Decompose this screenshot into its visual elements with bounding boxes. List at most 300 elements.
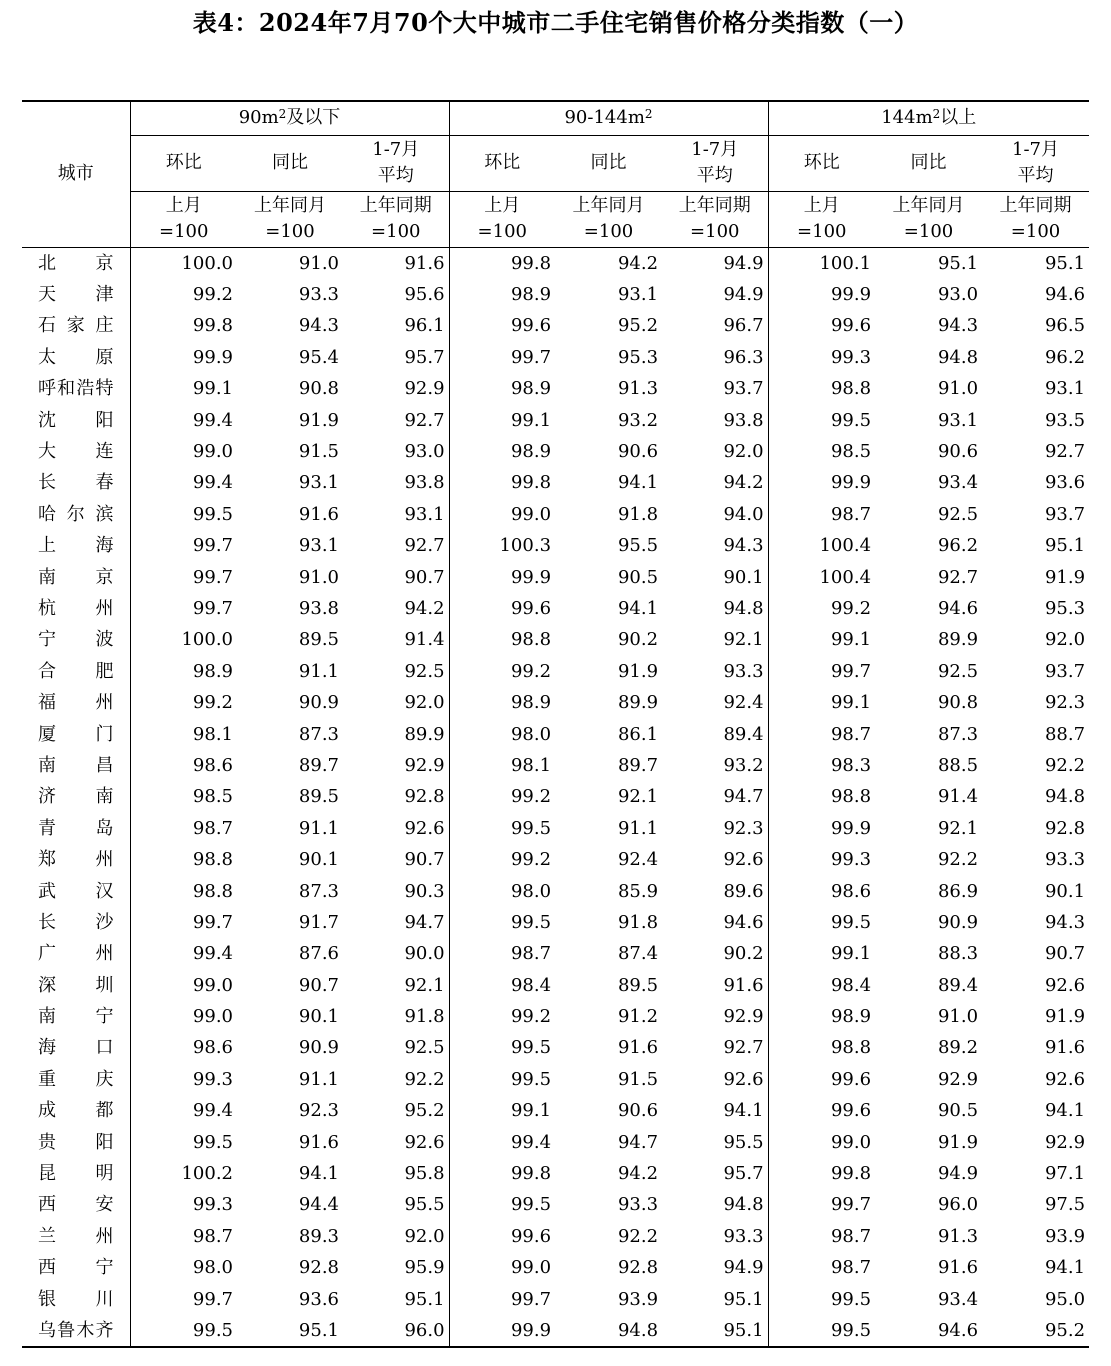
index-value: 99.6 xyxy=(768,1095,875,1126)
index-value: 99.0 xyxy=(449,499,555,530)
header-sub-row xyxy=(22,135,1089,191)
index-value: 93.1 xyxy=(298,472,339,494)
table-row xyxy=(22,875,1089,906)
index-value: 99.5 xyxy=(768,1283,875,1314)
table-row xyxy=(22,1126,1089,1157)
index-value: 91.3 xyxy=(937,1225,979,1247)
index-value: 90.2 xyxy=(617,629,659,651)
index-value: 99.9 xyxy=(449,561,555,592)
index-value: 99.5 xyxy=(449,907,555,938)
index-value: 86.1 xyxy=(617,723,659,745)
city-name: 宁波 xyxy=(38,629,114,651)
index-value: 95.2 xyxy=(404,1100,445,1122)
index-value: 91.5 xyxy=(617,1068,659,1090)
index-value: 99.1 xyxy=(449,404,555,435)
index-value: 94.9 xyxy=(723,1257,764,1279)
index-value: 90.5 xyxy=(937,1100,979,1122)
index-value: 94.2 xyxy=(404,597,445,619)
city-name: 北京 xyxy=(38,252,114,274)
index-value: 91.6 xyxy=(1044,1037,1086,1059)
subheader-year-on-year: 同比 xyxy=(272,152,308,173)
index-value: 90.9 xyxy=(298,692,339,714)
index-value: 93.3 xyxy=(298,284,339,306)
index-value: 98.7 xyxy=(130,813,237,844)
index-value: 94.3 xyxy=(1044,911,1086,933)
index-value: 92.3 xyxy=(1044,692,1086,714)
index-value: 92.7 xyxy=(404,535,445,557)
index-value: 99.0 xyxy=(449,1252,555,1283)
index-value: 95.6 xyxy=(404,284,445,306)
index-value: 94.8 xyxy=(723,597,764,619)
table-row xyxy=(22,436,1089,467)
index-value: 87.3 xyxy=(298,723,339,745)
index-value: 99.3 xyxy=(130,1064,237,1095)
index-value: 99.5 xyxy=(130,1126,237,1157)
index-value: 91.8 xyxy=(404,1006,445,1028)
index-value: 99.0 xyxy=(130,969,237,1000)
index-value: 93.7 xyxy=(723,378,764,400)
index-value: 91.6 xyxy=(404,252,445,274)
index-value: 99.5 xyxy=(130,499,237,530)
index-value: 93.3 xyxy=(723,660,764,682)
index-value: 98.7 xyxy=(768,1221,875,1252)
index-value: 93.4 xyxy=(937,1288,979,1310)
index-value: 99.2 xyxy=(449,656,555,687)
index-value: 87.4 xyxy=(617,943,659,965)
city-name: 海口 xyxy=(38,1037,114,1059)
index-value: 99.9 xyxy=(768,279,875,310)
index-value: 98.6 xyxy=(130,750,237,781)
index-value: 92.8 xyxy=(404,786,445,808)
index-value: 90.5 xyxy=(617,566,659,588)
index-value: 91.0 xyxy=(937,378,979,400)
index-value: 99.0 xyxy=(768,1126,875,1157)
index-value: 98.6 xyxy=(768,875,875,906)
index-value: 99.9 xyxy=(449,1315,555,1347)
index-value: 91.7 xyxy=(298,911,339,933)
base-year-on-year: 上年同月 =100 xyxy=(254,195,326,242)
index-value: 92.2 xyxy=(617,1225,659,1247)
index-value: 94.8 xyxy=(723,1194,764,1216)
index-value: 98.7 xyxy=(768,718,875,749)
index-value: 94.4 xyxy=(298,1194,339,1216)
city-name: 石家庄 xyxy=(38,315,114,337)
index-value: 91.1 xyxy=(617,817,659,839)
index-value: 94.2 xyxy=(723,472,764,494)
table-row xyxy=(22,1001,1089,1032)
index-value: 98.9 xyxy=(768,1001,875,1032)
city-name: 贵阳 xyxy=(38,1131,114,1153)
index-value: 98.6 xyxy=(130,1032,237,1063)
index-value: 99.6 xyxy=(449,1221,555,1252)
index-value: 99.4 xyxy=(130,1095,237,1126)
subheader-year-on-year: 同比 xyxy=(910,152,947,173)
index-value: 92.6 xyxy=(723,1068,764,1090)
city-name: 南宁 xyxy=(38,1006,114,1028)
index-value: 99.1 xyxy=(449,1095,555,1126)
index-value: 92.5 xyxy=(404,660,445,682)
city-name: 太原 xyxy=(38,346,114,368)
index-value: 100.0 xyxy=(130,624,237,655)
city-name: 沈阳 xyxy=(38,409,114,431)
table-row xyxy=(22,404,1089,435)
index-value: 95.1 xyxy=(723,1319,764,1341)
index-value: 87.3 xyxy=(937,723,979,745)
index-value: 91.6 xyxy=(617,1037,659,1059)
table-row xyxy=(22,1095,1089,1126)
index-value: 91.3 xyxy=(617,378,659,400)
table-row xyxy=(22,1189,1089,1220)
table-row xyxy=(22,938,1089,969)
index-value: 92.5 xyxy=(937,660,979,682)
index-value: 86.9 xyxy=(937,880,979,902)
index-value: 98.8 xyxy=(130,875,237,906)
index-value: 99.3 xyxy=(768,342,875,373)
index-value: 90.9 xyxy=(298,1037,339,1059)
city-name: 杭州 xyxy=(38,597,114,619)
index-value: 89.5 xyxy=(298,786,339,808)
base-ytd-average: 上年同期 =100 xyxy=(359,195,432,242)
index-value: 99.5 xyxy=(449,1032,555,1063)
index-value: 90.7 xyxy=(404,849,445,871)
table-row xyxy=(22,279,1089,310)
index-value: 94.6 xyxy=(723,911,764,933)
index-value: 92.8 xyxy=(617,1257,659,1279)
index-value: 94.6 xyxy=(937,1319,979,1341)
subheader-ytd-average: 1-7月 平均 xyxy=(691,139,739,186)
index-value: 98.3 xyxy=(768,750,875,781)
index-value: 91.6 xyxy=(298,503,339,525)
index-value: 95.1 xyxy=(723,1288,764,1310)
index-value: 92.7 xyxy=(404,409,445,431)
index-value: 93.1 xyxy=(1044,378,1086,400)
index-value: 94.9 xyxy=(723,252,764,274)
index-value: 94.7 xyxy=(617,1131,659,1153)
index-value: 97.1 xyxy=(1044,1163,1086,1185)
index-value: 92.3 xyxy=(298,1100,339,1122)
index-value: 93.2 xyxy=(617,409,659,431)
index-value: 90.7 xyxy=(1044,943,1086,965)
index-value: 90.2 xyxy=(723,943,764,965)
index-value: 93.1 xyxy=(298,535,339,557)
subheader-year-on-year: 同比 xyxy=(590,152,627,173)
index-value: 89.9 xyxy=(617,692,659,714)
index-value: 99.7 xyxy=(130,1283,237,1314)
index-value: 94.1 xyxy=(723,1100,764,1122)
index-value: 99.7 xyxy=(130,561,237,592)
table-row xyxy=(22,687,1089,718)
index-value: 91.9 xyxy=(1044,1006,1086,1028)
index-value: 98.9 xyxy=(449,436,555,467)
index-value: 89.7 xyxy=(298,754,339,776)
index-value: 98.8 xyxy=(768,1032,875,1063)
subheader-ytd-average: 1-7月 平均 xyxy=(372,139,420,186)
city-name: 成都 xyxy=(38,1100,114,1122)
index-value: 93.7 xyxy=(1044,503,1086,525)
index-value: 98.8 xyxy=(130,844,237,875)
base-year-on-year: 上年同月 =100 xyxy=(892,195,965,242)
city-name: 上海 xyxy=(38,535,114,557)
index-value: 92.1 xyxy=(937,817,979,839)
city-name: 合肥 xyxy=(38,660,114,682)
index-value: 96.5 xyxy=(1044,315,1086,337)
index-value: 98.1 xyxy=(130,718,237,749)
index-value: 99.1 xyxy=(768,687,875,718)
table-row xyxy=(22,593,1089,624)
index-value: 92.6 xyxy=(404,817,445,839)
index-value: 94.1 xyxy=(1044,1257,1086,1279)
index-value: 94.8 xyxy=(937,346,979,368)
index-value: 92.7 xyxy=(937,566,979,588)
index-value: 99.2 xyxy=(449,844,555,875)
index-value: 95.1 xyxy=(404,1288,445,1310)
city-name: 南昌 xyxy=(38,754,114,776)
city-name: 南京 xyxy=(38,566,114,588)
index-value: 93.1 xyxy=(404,503,445,525)
index-value: 92.0 xyxy=(1044,629,1086,651)
index-value: 90.1 xyxy=(1044,880,1086,902)
city-name: 西宁 xyxy=(38,1257,114,1279)
index-value: 90.3 xyxy=(404,880,445,902)
index-value: 99.7 xyxy=(768,1189,875,1220)
index-value: 98.0 xyxy=(449,718,555,749)
header-group-row xyxy=(22,101,1089,135)
index-value: 91.5 xyxy=(298,441,339,463)
index-value: 96.7 xyxy=(723,315,764,337)
index-value: 92.9 xyxy=(723,1006,764,1028)
index-value: 98.8 xyxy=(449,624,555,655)
index-value: 89.4 xyxy=(723,723,764,745)
index-value: 94.1 xyxy=(298,1163,339,1185)
index-value: 99.5 xyxy=(449,1064,555,1095)
index-value: 92.9 xyxy=(1044,1131,1086,1153)
index-value: 94.0 xyxy=(723,503,764,525)
city-name: 济南 xyxy=(38,786,114,808)
index-value: 99.1 xyxy=(768,938,875,969)
index-value: 91.4 xyxy=(404,629,445,651)
index-value: 93.0 xyxy=(937,284,979,306)
index-value: 94.7 xyxy=(723,786,764,808)
index-value: 99.9 xyxy=(130,342,237,373)
index-value: 94.7 xyxy=(404,911,445,933)
index-value: 99.7 xyxy=(130,593,237,624)
index-value: 95.2 xyxy=(617,315,659,337)
index-value: 100.4 xyxy=(768,561,875,592)
index-value: 89.2 xyxy=(937,1037,979,1059)
index-value: 90.9 xyxy=(937,911,979,933)
index-value: 93.6 xyxy=(298,1288,339,1310)
index-value: 95.5 xyxy=(617,535,659,557)
table-row xyxy=(22,467,1089,498)
table-row xyxy=(22,750,1089,781)
index-value: 91.1 xyxy=(298,817,339,839)
subheader-month-on-month: 环比 xyxy=(768,135,875,191)
index-value: 90.6 xyxy=(617,1100,659,1122)
base-ytd-average: 上年同期 =100 xyxy=(678,195,751,242)
index-value: 100.4 xyxy=(768,530,875,561)
index-value: 99.4 xyxy=(130,938,237,969)
index-value: 95.5 xyxy=(404,1194,445,1216)
index-value: 99.9 xyxy=(768,813,875,844)
table-row xyxy=(22,1283,1089,1314)
index-value: 89.7 xyxy=(617,754,659,776)
index-value: 95.4 xyxy=(298,346,339,368)
index-value: 99.5 xyxy=(130,1315,237,1347)
city-name: 青岛 xyxy=(38,817,114,839)
index-value: 96.0 xyxy=(937,1194,979,1216)
index-value: 94.2 xyxy=(617,252,659,274)
index-value: 97.5 xyxy=(1044,1194,1086,1216)
index-value: 99.9 xyxy=(768,467,875,498)
index-value: 95.0 xyxy=(1044,1288,1086,1310)
index-value: 99.2 xyxy=(768,593,875,624)
index-value: 91.9 xyxy=(298,409,339,431)
index-value: 98.5 xyxy=(768,436,875,467)
index-value: 99.0 xyxy=(130,436,237,467)
index-value: 99.8 xyxy=(768,1158,875,1189)
index-value: 95.8 xyxy=(404,1163,445,1185)
index-value: 94.2 xyxy=(617,1163,659,1185)
table-row xyxy=(22,1158,1089,1189)
index-value: 92.4 xyxy=(723,692,764,714)
index-value: 99.7 xyxy=(130,530,237,561)
index-value: 99.6 xyxy=(768,310,875,341)
index-value: 94.9 xyxy=(937,1163,979,1185)
city-name: 重庆 xyxy=(38,1068,114,1090)
group-header-over-144: $144m^2$以上 xyxy=(768,101,1089,135)
index-value: 98.7 xyxy=(130,1221,237,1252)
index-value: 99.2 xyxy=(130,687,237,718)
index-value: 92.8 xyxy=(1044,817,1086,839)
index-value: 93.0 xyxy=(404,441,445,463)
index-value: 96.3 xyxy=(723,346,764,368)
base-year-on-year: 上年同月 =100 xyxy=(572,195,645,242)
index-value: 87.3 xyxy=(298,880,339,902)
index-value: 99.8 xyxy=(449,467,555,498)
index-value: 94.6 xyxy=(1044,284,1086,306)
index-value: 93.5 xyxy=(1044,409,1086,431)
index-value: 98.4 xyxy=(768,969,875,1000)
index-value: 99.2 xyxy=(449,781,555,812)
index-value: 99.2 xyxy=(130,279,237,310)
index-value: 90.7 xyxy=(404,566,445,588)
index-value: 89.9 xyxy=(937,629,979,651)
group-header-under-90: $90m^2$及以下 xyxy=(130,101,449,135)
index-value: 93.7 xyxy=(1044,660,1086,682)
index-value: 98.9 xyxy=(130,656,237,687)
index-value: 93.3 xyxy=(617,1194,659,1216)
index-value: 92.0 xyxy=(404,1225,445,1247)
city-name: 昆明 xyxy=(38,1163,114,1185)
city-name: 长沙 xyxy=(38,911,114,933)
index-value: 93.4 xyxy=(937,472,979,494)
index-value: 92.5 xyxy=(937,503,979,525)
index-value: 95.3 xyxy=(617,346,659,368)
table-row xyxy=(22,530,1089,561)
index-value: 95.1 xyxy=(937,252,979,274)
index-value: 88.5 xyxy=(937,754,979,776)
index-value: 92.9 xyxy=(404,754,445,776)
index-value: 92.7 xyxy=(1044,441,1086,463)
index-value: 91.8 xyxy=(617,503,659,525)
index-value: 99.4 xyxy=(130,404,237,435)
index-value: 99.5 xyxy=(449,813,555,844)
index-value: 99.8 xyxy=(449,247,555,279)
index-value: 89.4 xyxy=(937,974,979,996)
index-value: 90.8 xyxy=(298,378,339,400)
city-name: 厦门 xyxy=(38,723,114,745)
index-value: 99.6 xyxy=(449,593,555,624)
index-value: 99.7 xyxy=(449,342,555,373)
index-value: 94.8 xyxy=(1044,786,1086,808)
index-value: 94.6 xyxy=(937,597,979,619)
table-row xyxy=(22,907,1089,938)
index-value: 96.2 xyxy=(937,535,979,557)
index-value: 92.9 xyxy=(937,1068,979,1090)
index-value: 92.6 xyxy=(1044,974,1086,996)
index-value: 98.4 xyxy=(449,969,555,1000)
subheader-ytd-average: 1-7月 平均 xyxy=(1012,139,1060,186)
table-row xyxy=(22,781,1089,812)
city-name: 乌鲁木齐 xyxy=(38,1319,114,1341)
city-name: 福州 xyxy=(38,692,114,714)
index-value: 90.6 xyxy=(937,441,979,463)
base-month-on-month: 上月 =100 xyxy=(449,191,555,247)
table-row xyxy=(22,656,1089,687)
index-value: 91.1 xyxy=(298,1068,339,1090)
index-value: 88.7 xyxy=(1044,723,1086,745)
city-name: 大连 xyxy=(38,441,114,463)
city-name: 天津 xyxy=(38,284,114,306)
index-value: 91.4 xyxy=(937,786,979,808)
index-value: 100.3 xyxy=(449,530,555,561)
city-name: 郑州 xyxy=(38,849,114,871)
index-value: 100.1 xyxy=(768,247,875,279)
city-name: 哈尔滨 xyxy=(38,503,114,525)
index-value: 91.0 xyxy=(298,566,339,588)
index-value: 93.1 xyxy=(937,409,979,431)
table-row xyxy=(22,247,1089,279)
index-value: 90.6 xyxy=(617,441,659,463)
index-value: 94.8 xyxy=(617,1319,659,1341)
city-name: 深圳 xyxy=(38,974,114,996)
price-index-table xyxy=(22,100,1089,1348)
index-value: 95.1 xyxy=(298,1319,339,1341)
index-value: 90.1 xyxy=(298,849,339,871)
index-value: 92.9 xyxy=(404,378,445,400)
index-value: 92.0 xyxy=(404,692,445,714)
index-value: 93.8 xyxy=(723,409,764,431)
index-value: 91.9 xyxy=(1044,566,1086,588)
index-value: 98.7 xyxy=(449,938,555,969)
index-value: 99.0 xyxy=(130,1001,237,1032)
index-value: 99.8 xyxy=(449,1158,555,1189)
city-name: 呼和浩特 xyxy=(38,378,114,400)
index-value: 93.2 xyxy=(723,754,764,776)
city-name: 西安 xyxy=(38,1194,114,1216)
index-value: 94.1 xyxy=(1044,1100,1086,1122)
index-value: 100.0 xyxy=(130,247,237,279)
index-value: 91.9 xyxy=(617,660,659,682)
index-value: 90.0 xyxy=(404,943,445,965)
header-base-row xyxy=(22,191,1089,247)
index-value: 98.8 xyxy=(768,781,875,812)
index-value: 98.7 xyxy=(768,1252,875,1283)
index-value: 93.3 xyxy=(723,1225,764,1247)
index-value: 94.1 xyxy=(617,597,659,619)
index-value: 94.3 xyxy=(723,535,764,557)
index-value: 99.5 xyxy=(768,404,875,435)
